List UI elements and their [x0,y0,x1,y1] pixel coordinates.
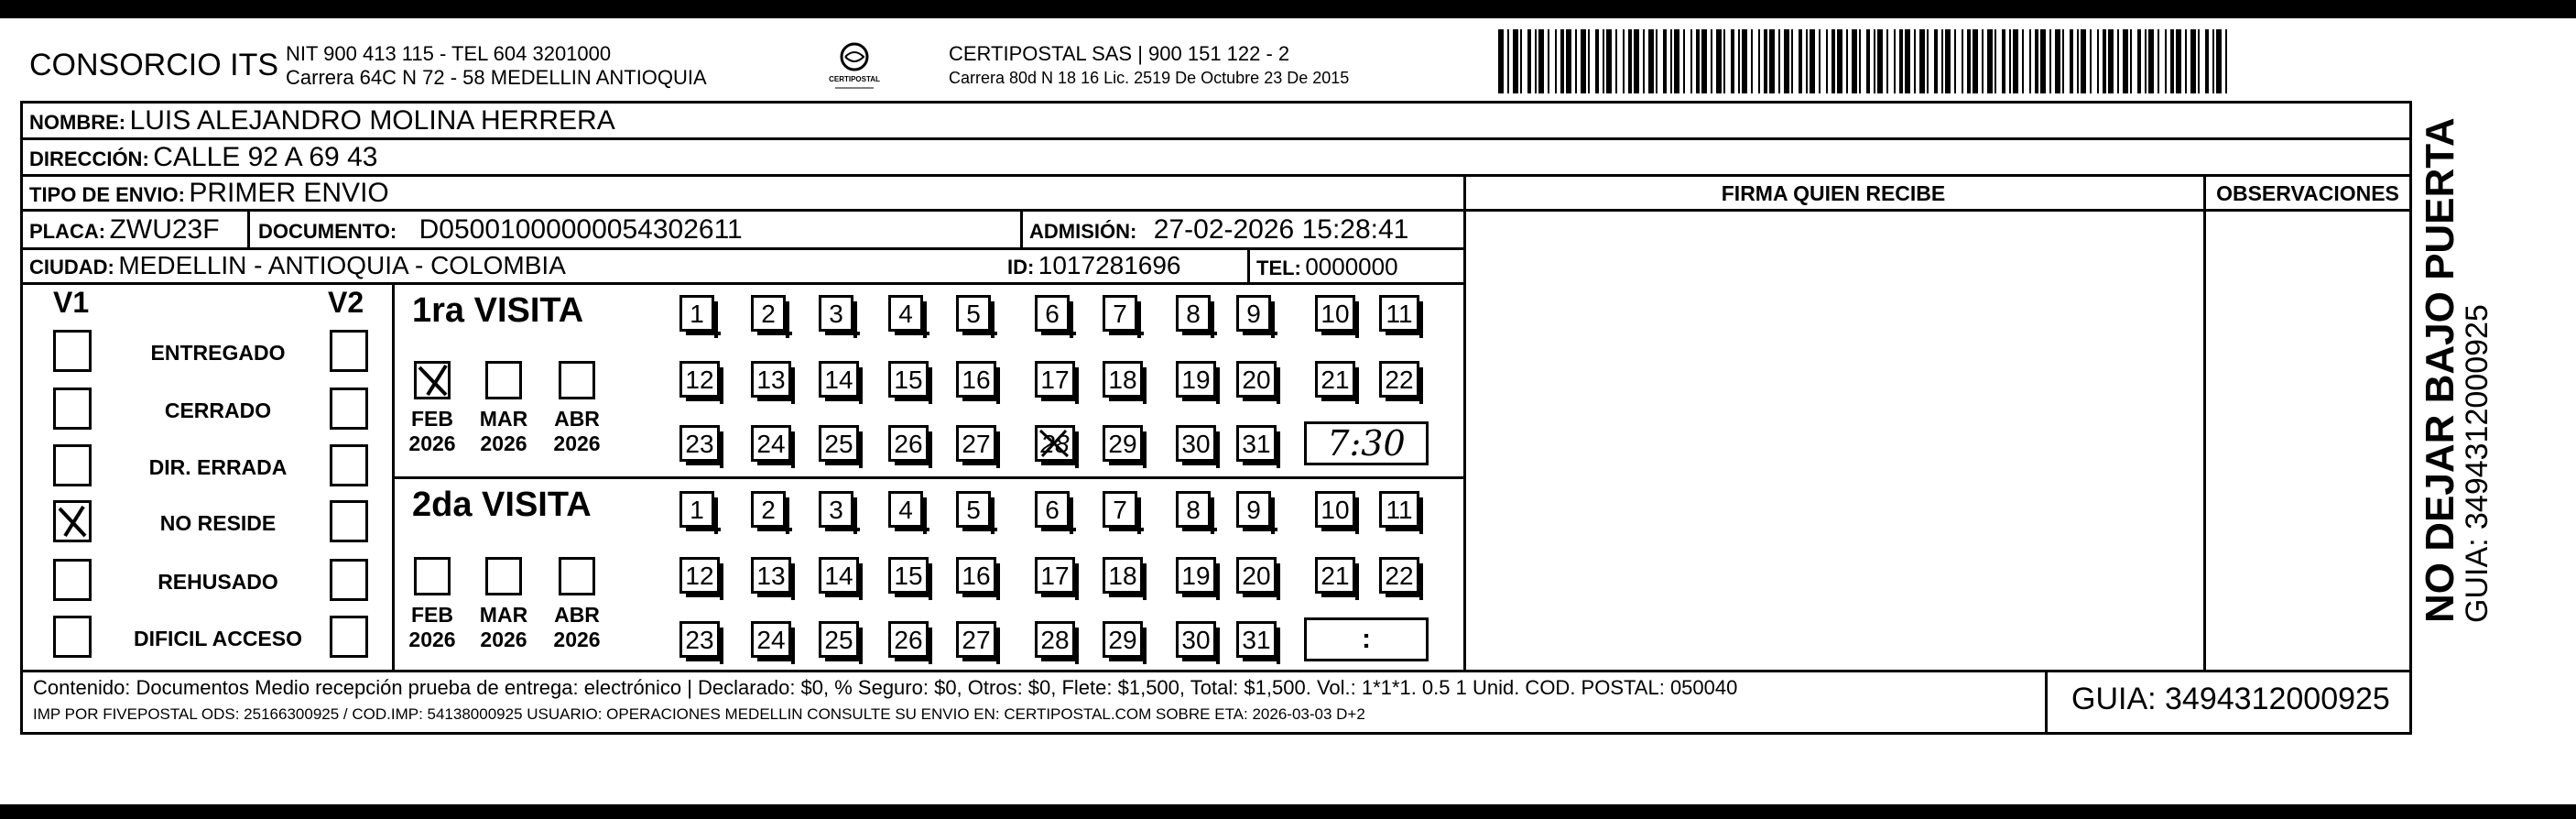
nombre-value: LUIS ALEJANDRO MOLINA HERRERA [129,105,615,136]
tipo-envio-field [29,178,389,209]
carrier-info: CERTIPOSTAL SAS | 900 151 122 - 2 [949,42,1290,65]
documento-value: D05001000000054302611 [418,214,743,245]
day-box[interactable]: 4 [888,295,923,332]
day-box[interactable]: 21 [1315,361,1355,398]
tel-field [1256,253,1398,281]
cross-mark-icon [1035,425,1075,462]
nombre-field [29,105,615,136]
day-box[interactable]: 3 [819,295,853,332]
day-box[interactable]: 5 [956,491,991,528]
admision-value: 27-02-2026 15:28:41 [1153,214,1409,245]
day-box[interactable]: 16 [956,361,996,398]
month-checkbox[interactable] [414,361,451,399]
status-label: DIFICIL ACCESO [133,627,302,650]
certipostal-logo [829,40,880,95]
v1-checkbox[interactable] [53,330,92,372]
v2-checkbox[interactable] [330,388,368,430]
day-box[interactable]: 2 [751,295,786,332]
direccion-label: DIRECCIÓN: [29,147,149,170]
day-box[interactable]: 21 [1315,557,1355,594]
second-visit-time[interactable]: : [1304,617,1429,661]
tipo-envio-value: PRIMER ENVIO [189,178,389,208]
month-label: MAR 2026 [479,407,528,455]
status-label: NO RESIDE [159,511,277,535]
ciudad-value: MEDELLIN - ANTIOQUIA - COLOMBIA [118,251,566,279]
day-box[interactable]: 23 [679,425,720,462]
day-box[interactable]: 19 [1176,361,1216,398]
month-label: MAR 2026 [479,603,528,651]
day-box[interactable]: 22 [1379,557,1419,594]
side-text [2418,110,2495,623]
v1-checkbox[interactable] [53,500,92,542]
company-name: CONSORCIO ITS [29,48,279,82]
check-mark-icon [56,503,89,540]
v2-checkbox[interactable] [330,444,368,486]
day-box[interactable]: 27 [956,425,996,462]
day-box[interactable]: 29 [1103,425,1143,462]
side-guia: GUIA: 3494312000925 [2460,304,2494,623]
day-box[interactable]: 31 [1236,425,1277,462]
month-label: ABR 2026 [553,407,601,455]
documento-field [258,214,743,246]
company-address: Carrera 64C N 72 - 58 MEDELLIN ANTIOQUIA [286,66,707,89]
day-box[interactable]: 25 [819,425,859,462]
v1-checkbox[interactable] [53,559,92,601]
day-box[interactable]: 14 [819,361,859,398]
tipo-envio-label: TIPO DE ENVIO: [29,183,185,206]
check-mark-icon [417,364,448,397]
day-box[interactable]: 1 [679,295,714,332]
month-checkbox[interactable] [485,557,522,595]
side-warning: NO DEJAR BAJO PUERTA [2418,117,2462,623]
day-box[interactable]: 11 [1379,295,1419,332]
month-label: FEB 2026 [408,603,456,651]
day-box[interactable]: 15 [888,361,929,398]
day-box[interactable]: 1 [679,491,714,528]
documento-label: DOCUMENTO: [258,220,397,243]
id-label: ID: [1007,256,1035,278]
day-box[interactable]: 17 [1035,361,1075,398]
v2-checkbox[interactable] [330,559,368,601]
placa-field [29,214,220,246]
v2-checkbox[interactable] [330,616,368,658]
day-box[interactable]: 5 [956,295,991,332]
v1-checkbox[interactable] [53,616,92,658]
direccion-field [29,142,377,173]
direccion-value: CALLE 92 A 69 43 [153,142,378,172]
month-checkbox[interactable] [414,557,451,595]
day-box[interactable]: 9 [1236,295,1271,332]
day-box[interactable]: 25 [819,621,859,658]
firma-header: FIRMA QUIEN RECIBE [1721,181,1946,205]
day-box[interactable]: 12 [679,557,720,594]
day-box[interactable]: 6 [1035,295,1070,332]
day-box[interactable]: 19 [1176,557,1216,594]
day-box[interactable]: 4 [888,491,923,528]
contenido-line: Contenido: Documentos Medio recepción prueba de entrega: electrónico | Declarado: $0, % Seguro: $0, Otros: $0, Flete: $1,500, Total: $1,500. Vol.: 1*1*1. 0.5 1 Unid. COD. POSTAL: 050040 [33,676,1738,699]
nombre-label: NOMBRE: [29,111,126,134]
day-box[interactable]: 28 [1035,621,1075,658]
imp-line: IMP POR FIVEPOSTAL ODS: 25166300925 / COD.IMP: 54138000925 USUARIO: OPERACIONES MEDELLIN CONSULTE SU ENVIO EN: CERTIPOSTAL.COM SOBRE ETA: 2026-03-03 D+2 [33,705,1365,723]
v2-header: V2 [328,286,364,319]
admision-field [1029,214,1408,246]
second-visit-title: 2da VISITA [412,486,592,524]
admision-label: ADMISIÓN: [1029,220,1137,243]
day-box[interactable]: 10 [1315,491,1355,528]
day-box[interactable]: 26 [888,621,929,658]
day-box[interactable]: 14 [819,557,859,594]
day-box[interactable]: 17 [1035,557,1075,594]
guia-box: GUIA: 3494312000925 [2071,682,2390,716]
day-box[interactable]: 18 [1103,557,1143,594]
day-box[interactable]: 18 [1103,361,1143,398]
carrier-license: Carrera 80d N 18 16 Lic. 2519 De Octubre 23 De 2015 [949,69,1350,87]
day-box[interactable]: 30 [1176,425,1216,462]
placa-label: PLACA: [29,220,106,243]
ciudad-field [29,251,566,280]
day-box[interactable]: 22 [1379,361,1419,398]
month-checkbox[interactable] [485,361,522,399]
month-label: ABR 2026 [553,603,601,651]
company-nit: NIT 900 413 115 - TEL 604 3201000 [286,42,612,65]
day-box[interactable]: 30 [1176,621,1216,658]
day-box[interactable]: 7 [1103,295,1137,332]
day-box[interactable]: 20 [1236,361,1277,398]
day-box[interactable]: 28 [1035,425,1075,462]
day-box[interactable]: 24 [751,621,791,658]
first-visit-time[interactable]: 7:30 [1304,421,1429,465]
day-box[interactable]: 6 [1035,491,1070,528]
tel-label: TEL: [1256,257,1301,279]
barcode [1498,29,2231,93]
month-checkbox[interactable] [559,361,595,399]
day-box[interactable]: 8 [1176,295,1211,332]
id-value: 1017281696 [1038,251,1181,279]
v1-checkbox[interactable] [53,444,92,486]
day-box[interactable]: 7 [1103,491,1137,528]
day-box[interactable]: 13 [751,557,791,594]
top-border-bar [0,0,2576,18]
v1-header: V1 [53,286,90,319]
ciudad-label: CIUDAD: [29,256,114,278]
first-visit-title: 1ra VISITA [412,291,584,330]
day-box[interactable]: 24 [751,425,791,462]
placa-value: ZWU23F [109,214,220,245]
bottom-border-bar [0,804,2576,819]
day-box[interactable]: 10 [1315,295,1355,332]
v2-checkbox[interactable] [330,500,368,542]
id-field [1007,251,1181,280]
day-box[interactable]: 13 [751,361,791,398]
day-box[interactable]: 26 [888,425,929,462]
day-box[interactable]: 8 [1176,491,1211,528]
day-box[interactable]: 29 [1103,621,1143,658]
tel-value: 0000000 [1305,253,1398,280]
day-box[interactable]: 23 [679,621,720,658]
month-checkbox[interactable] [559,557,595,595]
day-box[interactable]: 11 [1379,491,1419,528]
observaciones-header: OBSERVACIONES [2216,181,2399,205]
day-box[interactable]: 16 [956,557,996,594]
status-label: CERRADO [164,399,272,422]
logo-text: CERTIPOSTAL [829,75,880,83]
month-label: FEB 2026 [408,407,456,455]
day-box[interactable]: 12 [679,361,720,398]
v2-checkbox[interactable] [330,330,368,372]
status-label: DIR. ERRADA [148,455,288,479]
day-box[interactable]: 20 [1236,557,1277,594]
day-box[interactable]: 31 [1236,621,1277,658]
day-box[interactable]: 15 [888,557,929,594]
day-box[interactable]: 3 [819,491,853,528]
day-box[interactable]: 2 [751,491,786,528]
status-label: ENTREGADO [150,341,286,365]
v1-checkbox[interactable] [53,388,92,430]
day-box[interactable]: 9 [1236,491,1271,528]
day-box[interactable]: 27 [956,621,996,658]
status-label: REHUSADO [158,570,278,594]
